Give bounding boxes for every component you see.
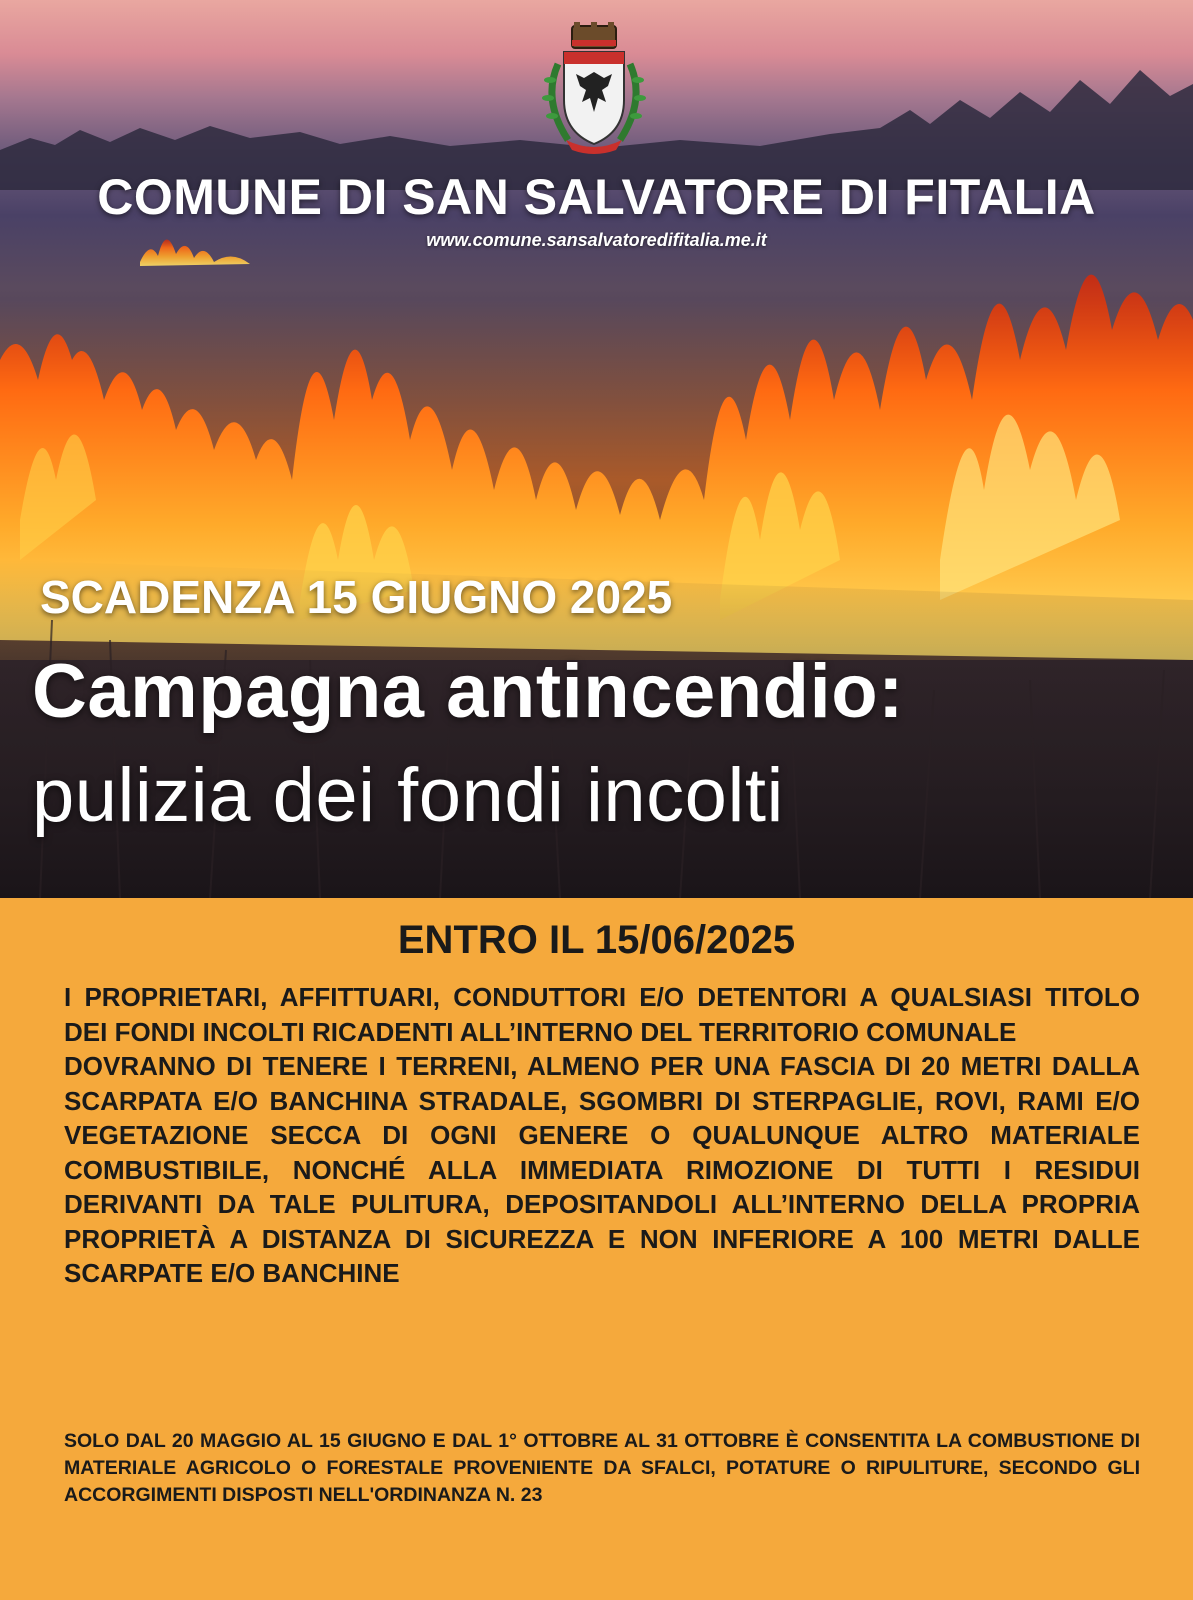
deadline-heading: ENTRO IL 15/06/2025 bbox=[397, 918, 796, 962]
notice-paragraph-owners: I PROPRIETARI, AFFITTUARI, CONDUTTORI E/O DETENTORI A QUALSIASI TITOLO DEI FONDI INCOLTI RICADENTI ALL’INTERNO DEL TERRITORIO COMUNALE bbox=[64, 982, 1140, 1047]
municipal-crest-icon bbox=[536, 20, 652, 158]
notice-paragraph-obligations: DOVRANNO DI TENERE I TERRENI, ALMENO PER UNA FASCIA DI 20 METRI DALLA SCARPATA E/O BANCHINA STRADALE, SGOMBRI DI STERPAGLIE, ROVI, RAMI E/O VEGETAZIONE SECCA DI OGNI GENERE O QUALUNQUE ALTRO MATERIALE COMBUSTIBILE, NONCHÉ ALLA IMMEDIATA RIMOZIONE DI TUTTI I RESIDUI DERIVANTI DA TALE PULITURA, DEPOSITANDOLI ALL’INTERNO DELLA PROPRIA PROPRIETÀ A DISTANZA DI SICUREZZA E NON INFERIORE A 100 METRI DALLE SCARPATE E/O BANCHINE bbox=[64, 1051, 1140, 1288]
comune-title: COMUNE DI SAN SALVATORE DI FITALIA bbox=[97, 169, 1096, 225]
notice-body bbox=[64, 980, 1140, 1291]
scadenza-heading: SCADENZA 15 GIUGNO 2025 bbox=[40, 571, 673, 623]
campaign-title: Campagna antincendio: bbox=[32, 649, 904, 734]
comune-website-link[interactable]: www.comune.sansalvatoredifitalia.me.it bbox=[426, 230, 767, 250]
combustion-footnote: SOLO DAL 20 MAGGIO AL 15 GIUGNO E DAL 1° OTTOBRE AL 31 OTTOBRE È CONSENTITA LA COMBUSTIONE DI MATERIALE AGRICOLO O FORESTALE PROVENIENTE DA SFALCI, POTATURE O RIPULITURE, SECONDO GLI ACCORGIMENTI DISPOSTI NELL'ORDINANZA N. 23 bbox=[64, 1430, 1140, 1506]
campaign-subtitle: pulizia dei fondi incolti bbox=[32, 753, 784, 838]
notice-panel bbox=[0, 898, 1193, 1600]
